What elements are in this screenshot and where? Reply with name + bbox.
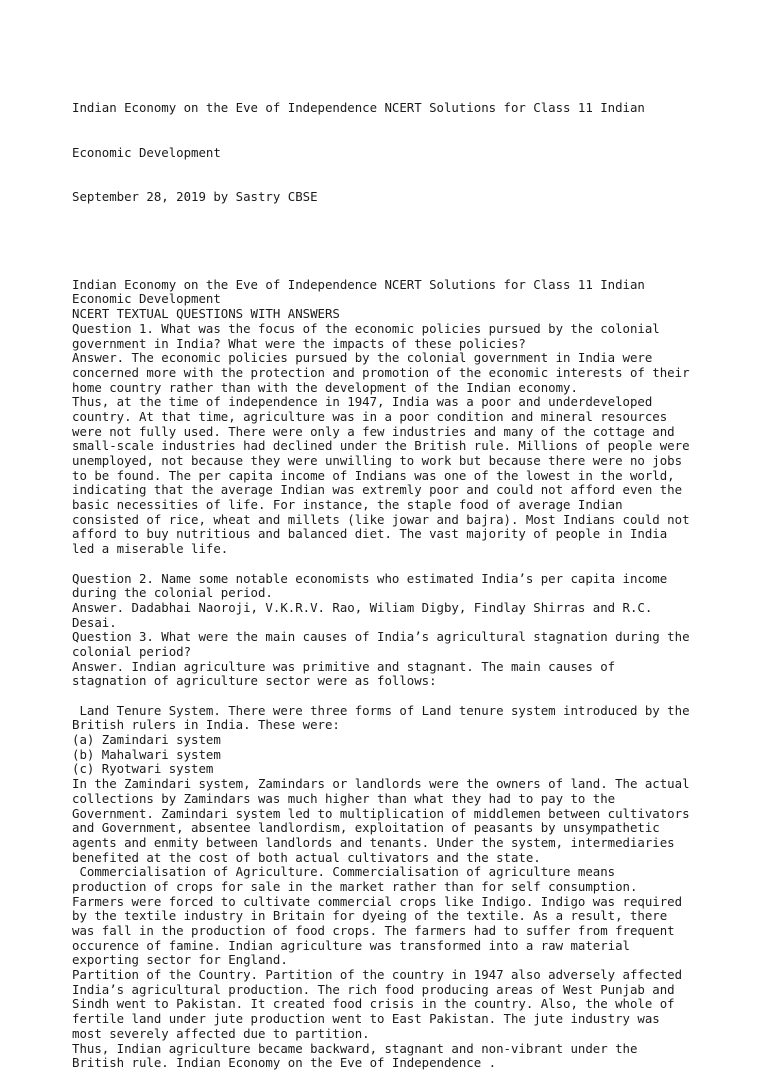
body-line: (c) Ryotwari system	[72, 761, 214, 777]
body-line: In the Zamindari system, Zamindars or landlords were the owners of land. The actual	[72, 776, 690, 792]
body-line: (b) Mahalwari system	[72, 746, 221, 762]
body-line: was fall in the production of food crops. The farmers had to suffer from frequent	[72, 923, 675, 939]
body-line: Question 2. Name some notable economists who estimated India’s per capita income	[72, 570, 668, 586]
document-page	[72, 72, 712, 1086]
body-line: Question 3. What were the main causes of India’s agricultural stagnation during the	[72, 629, 690, 645]
body-line: Question 1. What was the focus of the economic policies pursued by the colonial	[72, 320, 660, 336]
body-line: collections by Zamindars was much higher than what they had to pay to the	[72, 790, 616, 806]
body-line: were not fully used. There were only a few industries and many of the cottage and	[72, 423, 675, 439]
body-line: Indian Economy on the Eve of Independence NCERT Solutions for Class 11 Indian	[72, 276, 645, 292]
body-line: led a miserable life.	[72, 541, 229, 557]
body-line: Farmers were forced to cultivate commercial crops like Indigo. Indigo was required	[72, 893, 683, 909]
body-line: basic necessities of life. For instance, the staple food of average Indian	[72, 497, 623, 513]
document-title-line-1: Indian Economy on the Eve of Independence NCERT Solutions for Class 11 Indian	[72, 100, 645, 116]
document-body	[72, 278, 712, 1071]
body-line: during the colonial period.	[72, 585, 273, 601]
body-line: Thus, Indian agriculture became backward, stagnant and non-vibrant under the	[72, 1040, 638, 1056]
body-line: and Government, absentee landlordism, exploitation of peasants by unsympathetic	[72, 820, 660, 836]
body-line: stagnation of agriculture sector were as follows:	[72, 673, 437, 689]
body-line: benefited at the cost of both actual cultivators and the state.	[72, 849, 541, 865]
body-line	[72, 557, 712, 572]
body-line: unemployed, not because they were unwilling to work but because there were no jobs	[72, 453, 683, 469]
blank-line	[72, 234, 712, 249]
body-line	[72, 689, 712, 704]
body-line: production of crops for sale in the market rather than for self consumption.	[72, 878, 638, 894]
body-line: Sindh went to Pakistan. It created food crisis in the country. Also, the whole of	[72, 996, 675, 1012]
body-line: Government. Zamindari system led to multiplication of middlemen between cultivators	[72, 805, 690, 821]
body-line: Desai.	[72, 614, 117, 630]
body-line: Answer. Dadabhai Naoroji, V.K.R.V. Rao, Wiliam Digby, Findlay Shirras and R.C.	[72, 599, 653, 615]
body-line: agents and enmity between landlords and tenants. Under the system, intermediaries	[72, 834, 675, 850]
body-line: Commercialisation of Agriculture. Commercialisation of agriculture means	[72, 864, 616, 880]
body-line: Partition of the Country. Partition of the country in 1947 also adversely affected	[72, 967, 683, 983]
body-line: afford to buy nutritious and balanced diet. The vast majority of people in India	[72, 526, 668, 542]
body-line: home country rather than with the development of the Indian economy.	[72, 379, 578, 395]
body-line: Answer. Indian agriculture was primitive and stagnant. The main causes of	[72, 658, 616, 674]
body-line: most severely affected due to partition.	[72, 1025, 370, 1041]
document-byline: September 28, 2019 by Sastry CBSE	[72, 188, 318, 204]
body-line: country. At that time, agriculture was in a poor condition and mineral resources	[72, 408, 668, 424]
document-title-line-2: Economic Development	[72, 144, 221, 160]
body-line: Thus, at the time of independence in 1947, India was a poor and underdeveloped	[72, 394, 653, 410]
body-line: India’s agricultural production. The rich food producing areas of West Punjab and	[72, 981, 675, 997]
body-line: colonial period?	[72, 643, 192, 659]
body-line: exporting sector for England.	[72, 952, 288, 968]
body-line: indicating that the average Indian was extremly poor and could not afford even the	[72, 482, 683, 498]
body-line: Answer. The economic policies pursued by the colonial government in India were	[72, 350, 653, 366]
body-line: British rule. Indian Economy on the Eve of Independence .	[72, 1055, 497, 1071]
body-line: Economic Development	[72, 291, 221, 307]
body-line: consisted of rice, wheat and millets (like jowar and bajra). Most Indians could not	[72, 511, 690, 527]
body-line: by the textile industry in Britain for dyeing of the textile. As a result, there	[72, 908, 668, 924]
body-line: fertile land under jute production went to East Pakistan. The jute industry was	[72, 1011, 660, 1027]
body-line: NCERT TEXTUAL QUESTIONS WITH ANSWERS	[72, 306, 340, 322]
body-line: (a) Zamindari system	[72, 732, 221, 748]
body-line: concerned more with the protection and promotion of the economic interests of their	[72, 364, 690, 380]
body-line: to be found. The per capita income of Indians was one of the lowest in the world,	[72, 467, 675, 483]
body-line: occurence of famine. Indian agriculture was transformed into a raw material	[72, 937, 630, 953]
body-line: British rulers in India. These were:	[72, 717, 340, 733]
body-line: government in India? What were the impacts of these policies?	[72, 335, 526, 351]
body-line: small-scale industries had declined under the British rule. Millions of people were	[72, 438, 690, 454]
body-line: Land Tenure System. There were three forms of Land tenure system introduced by the	[72, 702, 690, 718]
